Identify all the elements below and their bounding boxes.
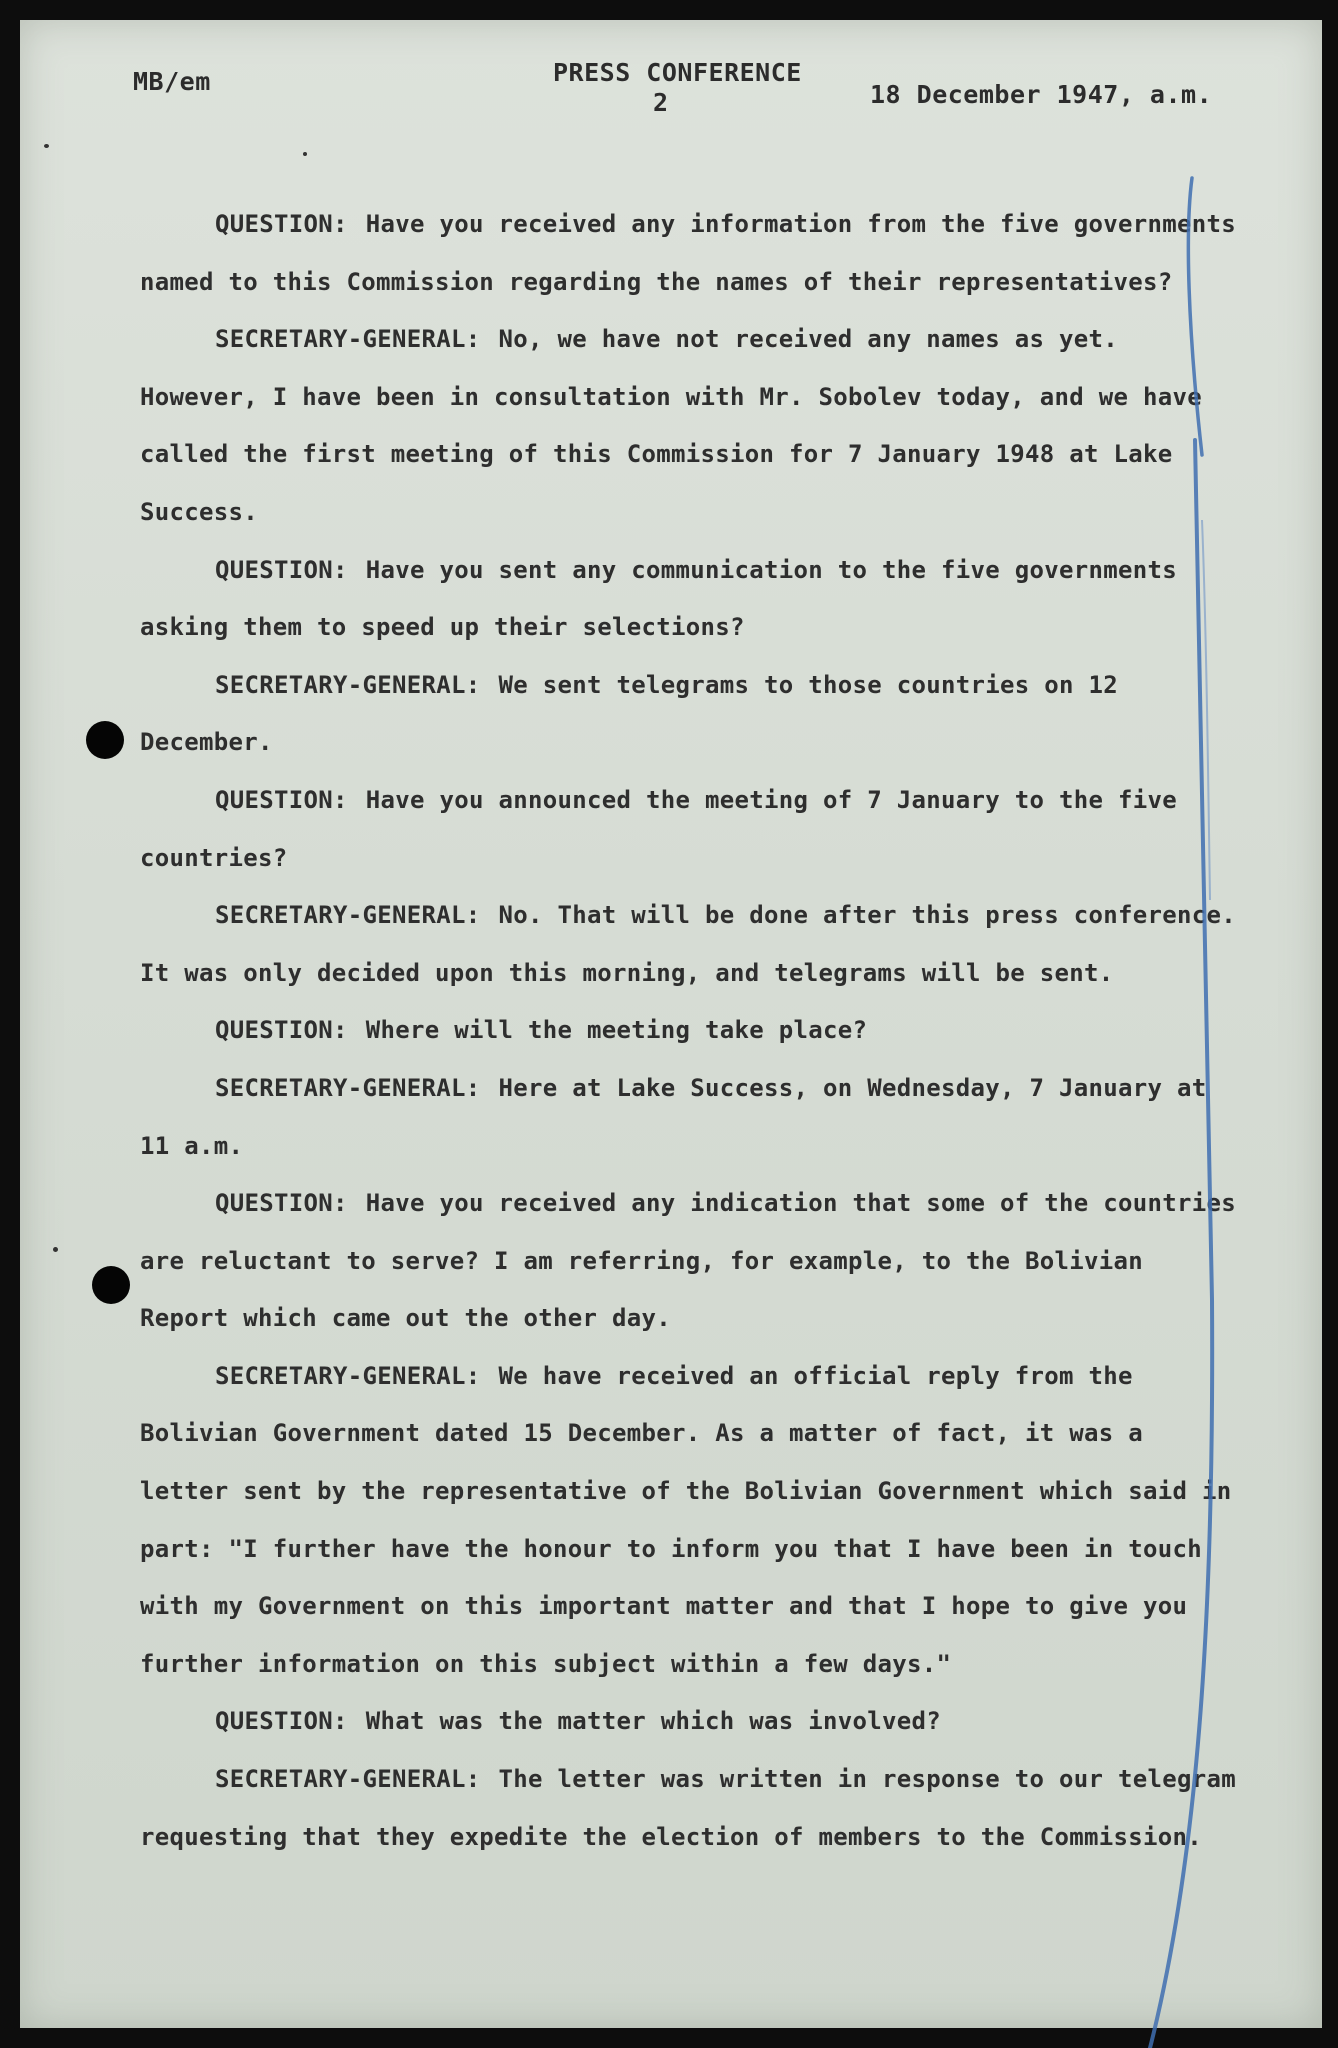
speaker-label: QUESTION:: [215, 1189, 348, 1218]
transcript-paragraph: [140, 1175, 1240, 1348]
paragraph-text: Have you announced the meeting of 7 January to the five countries?: [140, 785, 1177, 872]
speaker-label: SECRETARY-GENERAL:: [215, 670, 481, 699]
speaker-label: QUESTION:: [215, 1707, 348, 1736]
transcript-paragraph: [140, 657, 1240, 772]
speaker-label: SECRETARY-GENERAL:: [215, 1073, 481, 1102]
paper-speck: [44, 144, 49, 148]
transcript-paragraph: [140, 887, 1240, 1002]
speaker-label: SECRETARY-GENERAL:: [215, 1765, 481, 1794]
paragraph-text: Where will the meeting take place?: [365, 1016, 868, 1045]
speaker-label: QUESTION:: [215, 210, 348, 238]
paper-speck: [303, 152, 307, 156]
speaker-label: SECRETARY-GENERAL:: [215, 325, 481, 354]
paragraph-text: Here at Lake Success, on Wednesday, 7 January at 11 a.m.: [140, 1073, 1207, 1160]
transcript-paragraph: [140, 1060, 1240, 1175]
punch-hole: [92, 1266, 130, 1304]
transcript-paragraph: [140, 772, 1240, 887]
transcript-paragraph: [140, 542, 1240, 657]
paragraph-text: No, we have not received any names as yet. However, I have been in consultation with Mr. Sobolev today, and we have called the first meeting of this Commission for 7 January 1948 at Lake Success.: [140, 325, 1202, 526]
author-initials: MB/em: [133, 67, 211, 96]
speaker-label: QUESTION:: [215, 785, 348, 814]
transcript-paragraph: [140, 1751, 1240, 1866]
speaker-label: QUESTION:: [215, 1016, 348, 1045]
document-date: 18 December 1947, a.m.: [870, 80, 1213, 109]
transcript-paragraph: [140, 1002, 1240, 1060]
transcript-body: [140, 196, 1240, 1866]
transcript-paragraph: [140, 196, 1240, 311]
transcript-paragraph: [140, 1348, 1240, 1694]
speaker-label: SECRETARY-GENERAL:: [215, 1361, 481, 1390]
speaker-label: QUESTION:: [215, 555, 348, 584]
page-number: 2: [653, 88, 669, 117]
paragraph-text: The letter was written in response to our telegram requesting that they expedite the election of members to the Commission.: [140, 1765, 1236, 1851]
paragraph-text: Have you received any indication that some of the countries are reluctant to serve? I am referring, for example, to the Bolivian Report which came out the other day.: [140, 1189, 1236, 1333]
paragraph-text: Have you sent any communication to the five governments asking them to speed up their selections?: [140, 555, 1177, 642]
document-title: PRESS CONFERENCE: [553, 58, 802, 87]
transcript-paragraph: [140, 1693, 1240, 1751]
paragraph-text: We sent telegrams to those countries on 12 December.: [140, 670, 1118, 757]
paragraph-text: We have received an official reply from the Bolivian Government dated 15 December. As a matter of fact, it was a letter sent by the representative of the Bolivian Government which said in part: "I further have the honour to inform you that I have been in touch with my Government on this important matter and that I hope to give you further information on this subject within a few days.": [140, 1361, 1232, 1678]
paper-speck: [53, 1247, 58, 1252]
speaker-label: SECRETARY-GENERAL:: [215, 901, 481, 930]
punch-hole: [86, 721, 124, 759]
paragraph-text: What was the matter which was involved?: [365, 1707, 941, 1736]
paragraph-text: No. That will be done after this press conference. It was only decided upon this morning, and telegrams will be sent.: [140, 901, 1236, 987]
paragraph-text: Have you received any information from the five governments named to this Commission regarding the names of their representatives?: [140, 210, 1236, 296]
transcript-paragraph: [140, 311, 1240, 541]
